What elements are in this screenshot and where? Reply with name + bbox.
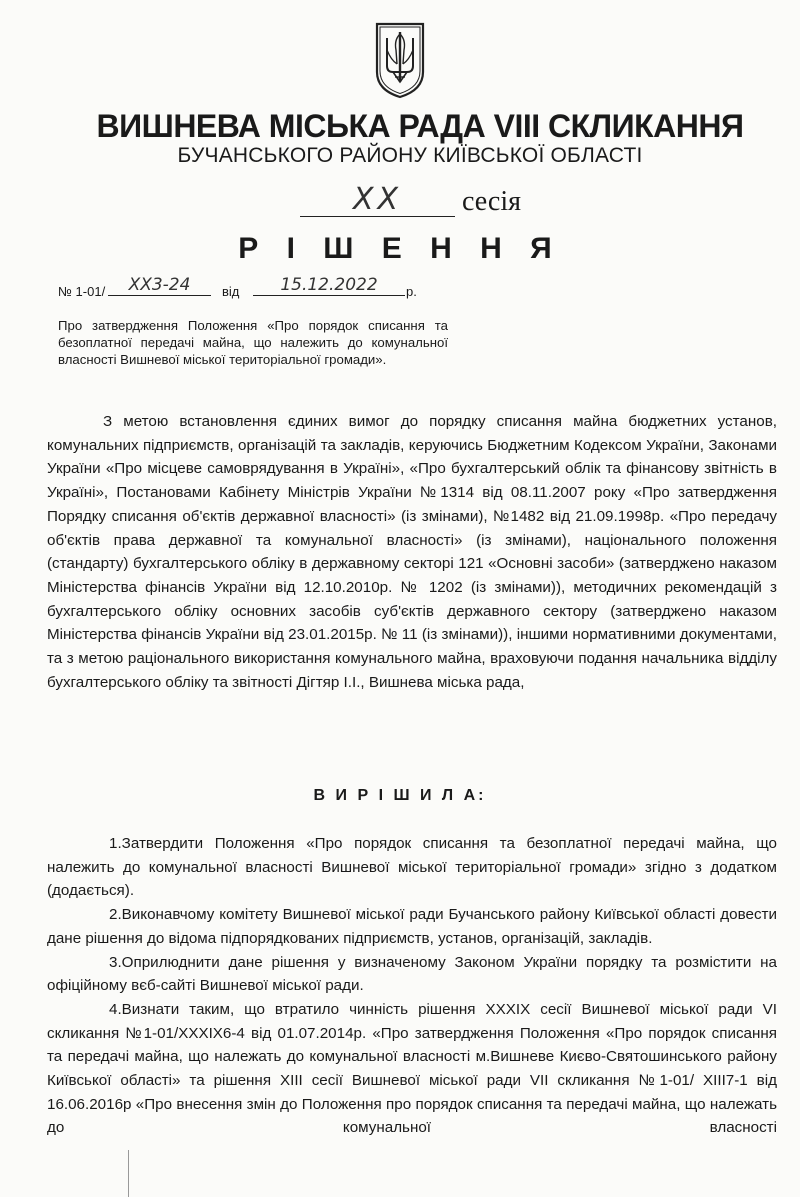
- district-name: БУЧАНСЬКОГО РАЙОНУ КИЇВСЬКОЇ ОБЛАСТІ: [177, 144, 643, 167]
- date-suffix: р.: [406, 284, 417, 299]
- resolution-item-4: 4.Визнати таким, що втратило чинність рішення XXXIX сесії Вишневої міської ради VI скликання №1-01/XXXIX6-4 від 01.07.2014р. «Про затвердження Положення «Про порядок списання та передачі майна, що належать до комунальної власності м.Вишневе Києво-Святошинського району Київської області» та рішення XIII сесії Вишневої міської ради VII скликання №1-01/ XIII7-1 від 16.06.2016р «Про внесення змін до Положення про порядок списання та передачі майна, що належать до комунальної власності: [47, 1000, 777, 1137]
- document-type-heading: Р І Ш Е Н Н Я: [238, 232, 562, 265]
- decision-subject: Про затвердження Положення «Про порядок списання та безоплатної передачі майна, що належить до комунальної власності Вишневої міської територіальної громади».: [58, 318, 448, 367]
- resolution-item-2: 2.Виконавчому комітету Вишневої міської ради Бучанського району Київської області довести дане рішення до відома підпорядкованих підприємств, установ, організацій, закладів.: [47, 906, 777, 947]
- decision-number-handwritten: XX3-24: [108, 275, 211, 296]
- resolution-items: [47, 832, 777, 1140]
- scan-fold-line: [128, 1150, 129, 1197]
- number-prefix: № 1-01/: [58, 284, 106, 299]
- decision-number-line: [58, 275, 438, 303]
- preamble-paragraph: З метою встановлення єдиних вимог до порядку списання майна бюджетних установ, комунальних підприємств, організацій та закладів, керуючись Бюджетним Кодексом України, Законами України «Про місцеве самоврядування в Україні», «Про бухгалтерський облік та фінансову звітність в Україні», Постановами Кабінету Міністрів України №1314 від 08.11.2007 року «Про затвердження Порядку списання об'єктів державної власності» (із змінами), №1482 від 21.09.1998р. «Про передачу об'єктів права державної та комунальної власності» (із змінами), національного положення (стандарту) бухгалтерського обліку в державному секторі 121 «Основні засоби» (затверджено наказом Міністерства фінансів України від 12.10.2010р. № 1202 (із змінами)), методичних рекомендацій з бухгалтерського обліку основних засобів суб'єктів державного сектору (затверджено наказом Міністерства фінансів України від 23.01.2015р. № 11 (із змінами)), іншими нормативними документами, та з метою раціонального використання комунального майна, враховуючи подання начальника відділу бухгалтерського обліку та звітності Дігтяр І.І., Вишнева міська рада,: [47, 413, 777, 691]
- coat-of-arms-icon: [373, 20, 427, 100]
- resolution-item-3: 3.Оприлюднити дане рішення у визначеному Законом України порядку та розмістити на офіційному вєб-сайті Вишневої міської ради.: [47, 953, 777, 995]
- preamble-block: [47, 410, 777, 694]
- decision-date-handwritten: 15.12.2022: [253, 275, 405, 296]
- session-label: сесія: [462, 186, 521, 217]
- session-line: [280, 184, 580, 224]
- date-prefix: від: [222, 284, 240, 299]
- session-number: XX: [300, 184, 455, 217]
- resolution-item-1: 1.Затвердити Положення «Про порядок списання та безоплатної передачі майна, що належить до комунальної власності Вишневої міської територіальної громади» згідно з додатком (додається).: [47, 835, 777, 900]
- resolved-heading: В И Р І Ш И Л А:: [313, 787, 487, 804]
- council-name: ВИШНЕВА МІСЬКА РАДА VIII СКЛИКАННЯ: [96, 108, 744, 144]
